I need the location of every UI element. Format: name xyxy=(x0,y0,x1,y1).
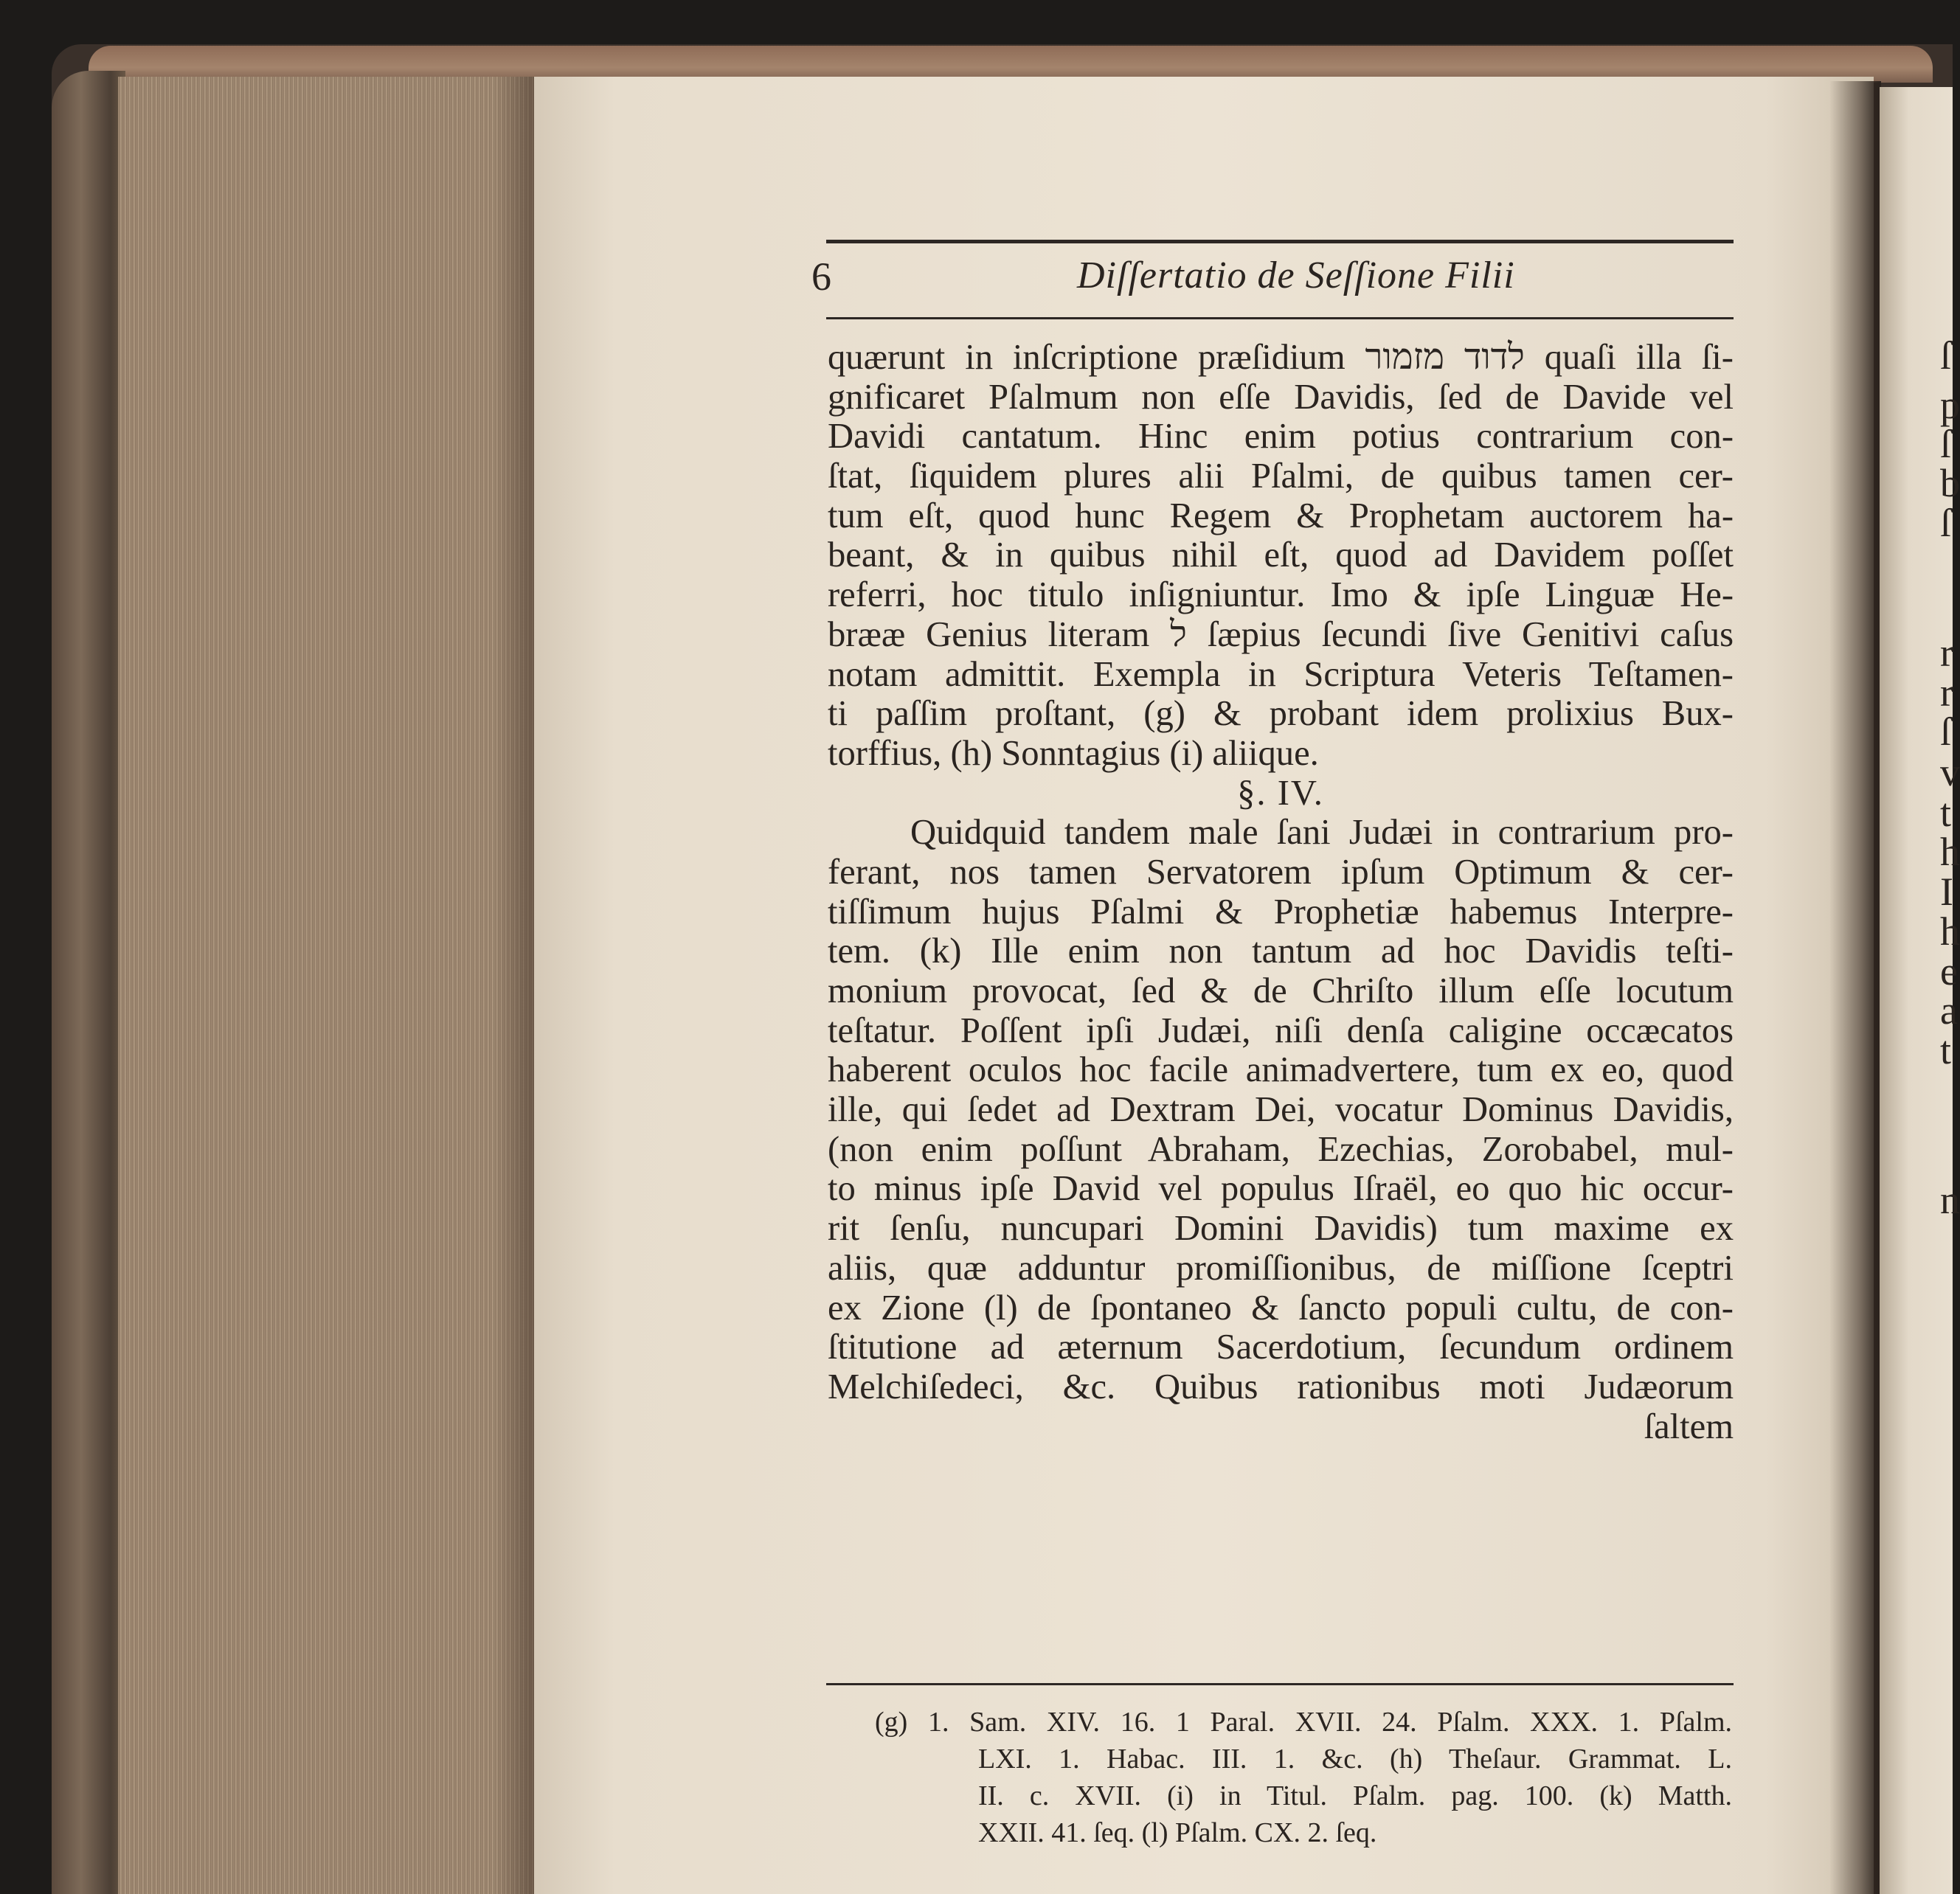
text-line: haberent oculos hoc facile animadvertere, tum ex eo, quod xyxy=(828,1050,1734,1090)
text-line: teſtatur. Poſſent ipſi Judæi, niſi denſa caligine occæcatos xyxy=(828,1010,1734,1050)
text-line: quærunt in inſcriptione præſidium לדוד מזמור quaſi illa ſi- xyxy=(828,337,1734,377)
right-page-glyph: r xyxy=(1940,670,1953,715)
text-line: tum eſt, quod hunc Regem & Prophetam auctorem ha- xyxy=(828,495,1734,535)
section-heading: §. IV. xyxy=(1237,772,1324,813)
text-line: notam admittit. Exempla in Scriptura Veteris Teſtamen- xyxy=(828,653,1734,694)
header-rule-top xyxy=(826,240,1734,243)
body-text xyxy=(828,338,1734,1446)
footnote-line: XXII. 41. ſeq. (l) Pſalm. CX. 2. ſeq. xyxy=(978,1817,1377,1848)
right-page-glyph: b xyxy=(1940,461,1960,505)
right-page-glyph: h xyxy=(1940,830,1960,874)
text-line: beant, & in quibus nihil eſt, quod ad Davidem poſſet xyxy=(828,535,1734,575)
header-rule-bottom xyxy=(826,317,1734,319)
book-spine-edge xyxy=(52,71,125,1894)
footnote-rule xyxy=(826,1683,1734,1685)
text-line: (non enim poſſunt Abraham, Ezechias, Zorobabel, mul- xyxy=(828,1128,1734,1169)
right-page-glyph: I xyxy=(1940,870,1953,914)
right-page-glyph: e xyxy=(1940,949,1958,993)
page-stack xyxy=(118,77,539,1894)
footnote-line: LXI. 1. Habac. III. 1. &c. (h) Theſaur. Grammat. L. xyxy=(978,1744,1732,1775)
right-page-glyph: a xyxy=(1940,988,1958,1033)
text-line: ſtitutione ad æternum Sacerdotium, ſecundum ordinem xyxy=(828,1327,1734,1367)
text-line: ti paſſim proſtant, (g) & probant idem prolixius Bux- xyxy=(828,693,1734,734)
catchword: ſaltem xyxy=(1644,1406,1734,1446)
right-page-glyph: ſ xyxy=(1940,333,1952,378)
text-line: tem. (k) Ille enim non tantum ad hoc Davidis teſti- xyxy=(828,931,1734,971)
running-head xyxy=(811,254,1734,305)
text-line: ille, qui ſedet ad Dextram Dei, vocatur Dominus Davidis, xyxy=(828,1089,1734,1130)
right-page-glyph: v xyxy=(1940,750,1960,794)
footnotes xyxy=(875,1704,1732,1851)
text-line: monium provocat, ſed & de Chriſto illum eſſe locutum xyxy=(828,971,1734,1010)
right-page-glyph: r xyxy=(1940,631,1953,675)
text-line: Quidquid tandem male ſani Judæi in contrarium pro- xyxy=(910,812,1734,853)
right-page-glyph: ſ xyxy=(1940,710,1952,754)
text-line: referri, hoc titulo inſigniuntur. Imo & ipſe Linguæ He- xyxy=(828,575,1734,615)
text-line: torffius, (h) Sonntagius (i) aliique. xyxy=(828,732,1319,773)
text-line: ſtat, ſiquidem plures alii Pſalmi, de quibus tamen cer- xyxy=(828,456,1734,496)
right-page-glyph: h xyxy=(1940,909,1960,954)
text-line: tiſſimum hujus Pſalmi & Prophetiæ habemus Interpre- xyxy=(828,891,1734,932)
right-page-glyph: n xyxy=(1940,1178,1960,1222)
text-line: ex Zione (l) de ſpontaneo & ſancto populi cultu, de con- xyxy=(828,1287,1734,1328)
right-page-glyph: ſ xyxy=(1940,501,1952,545)
right-page-glyph: ſ xyxy=(1940,422,1952,466)
text-line: brææ Genius literam ל ſæpius ſecundi ſive Genitivi caſus xyxy=(828,614,1734,654)
running-title: Diſſertatio de Seſſione Filii xyxy=(1077,254,1515,296)
text-line: aliis, quæ adduntur promiſſionibus, de miſſione ſceptri xyxy=(828,1247,1734,1288)
text-line: Davidi cantatum. Hinc enim potius contrarium con- xyxy=(828,416,1734,457)
footnote-line: (g) 1. Sam. XIV. 16. 1 Paral. XVII. 24. Pſalm. XXX. 1. Pſalm. xyxy=(875,1707,1732,1738)
gutter-shadow xyxy=(1829,81,1881,1894)
right-page-glyph: t xyxy=(1940,791,1952,835)
right-page-glyph: t xyxy=(1940,1028,1952,1072)
footnote-line: II. c. XVII. (i) in Titul. Pſalm. pag. 100. (k) Matth. xyxy=(978,1780,1732,1811)
text-line: rit ſenſu, nuncupari Domini Davidis) tum maxime ex xyxy=(828,1208,1734,1249)
page-number: 6 xyxy=(811,254,831,299)
text-line: gnificaret Pſalmum non eſſe Davidis, ſed de Davide vel xyxy=(828,376,1734,417)
text-line: Melchiſedeci, &c. Quibus rationibus moti Judæorum xyxy=(828,1366,1734,1406)
text-line: to minus ipſe David vel populus Iſraël, eo quo hic occur- xyxy=(828,1168,1734,1209)
text-line: ferant, nos tamen Servatorem ipſum Optimum & cer- xyxy=(828,851,1734,892)
right-page-glyph: p xyxy=(1940,383,1960,427)
